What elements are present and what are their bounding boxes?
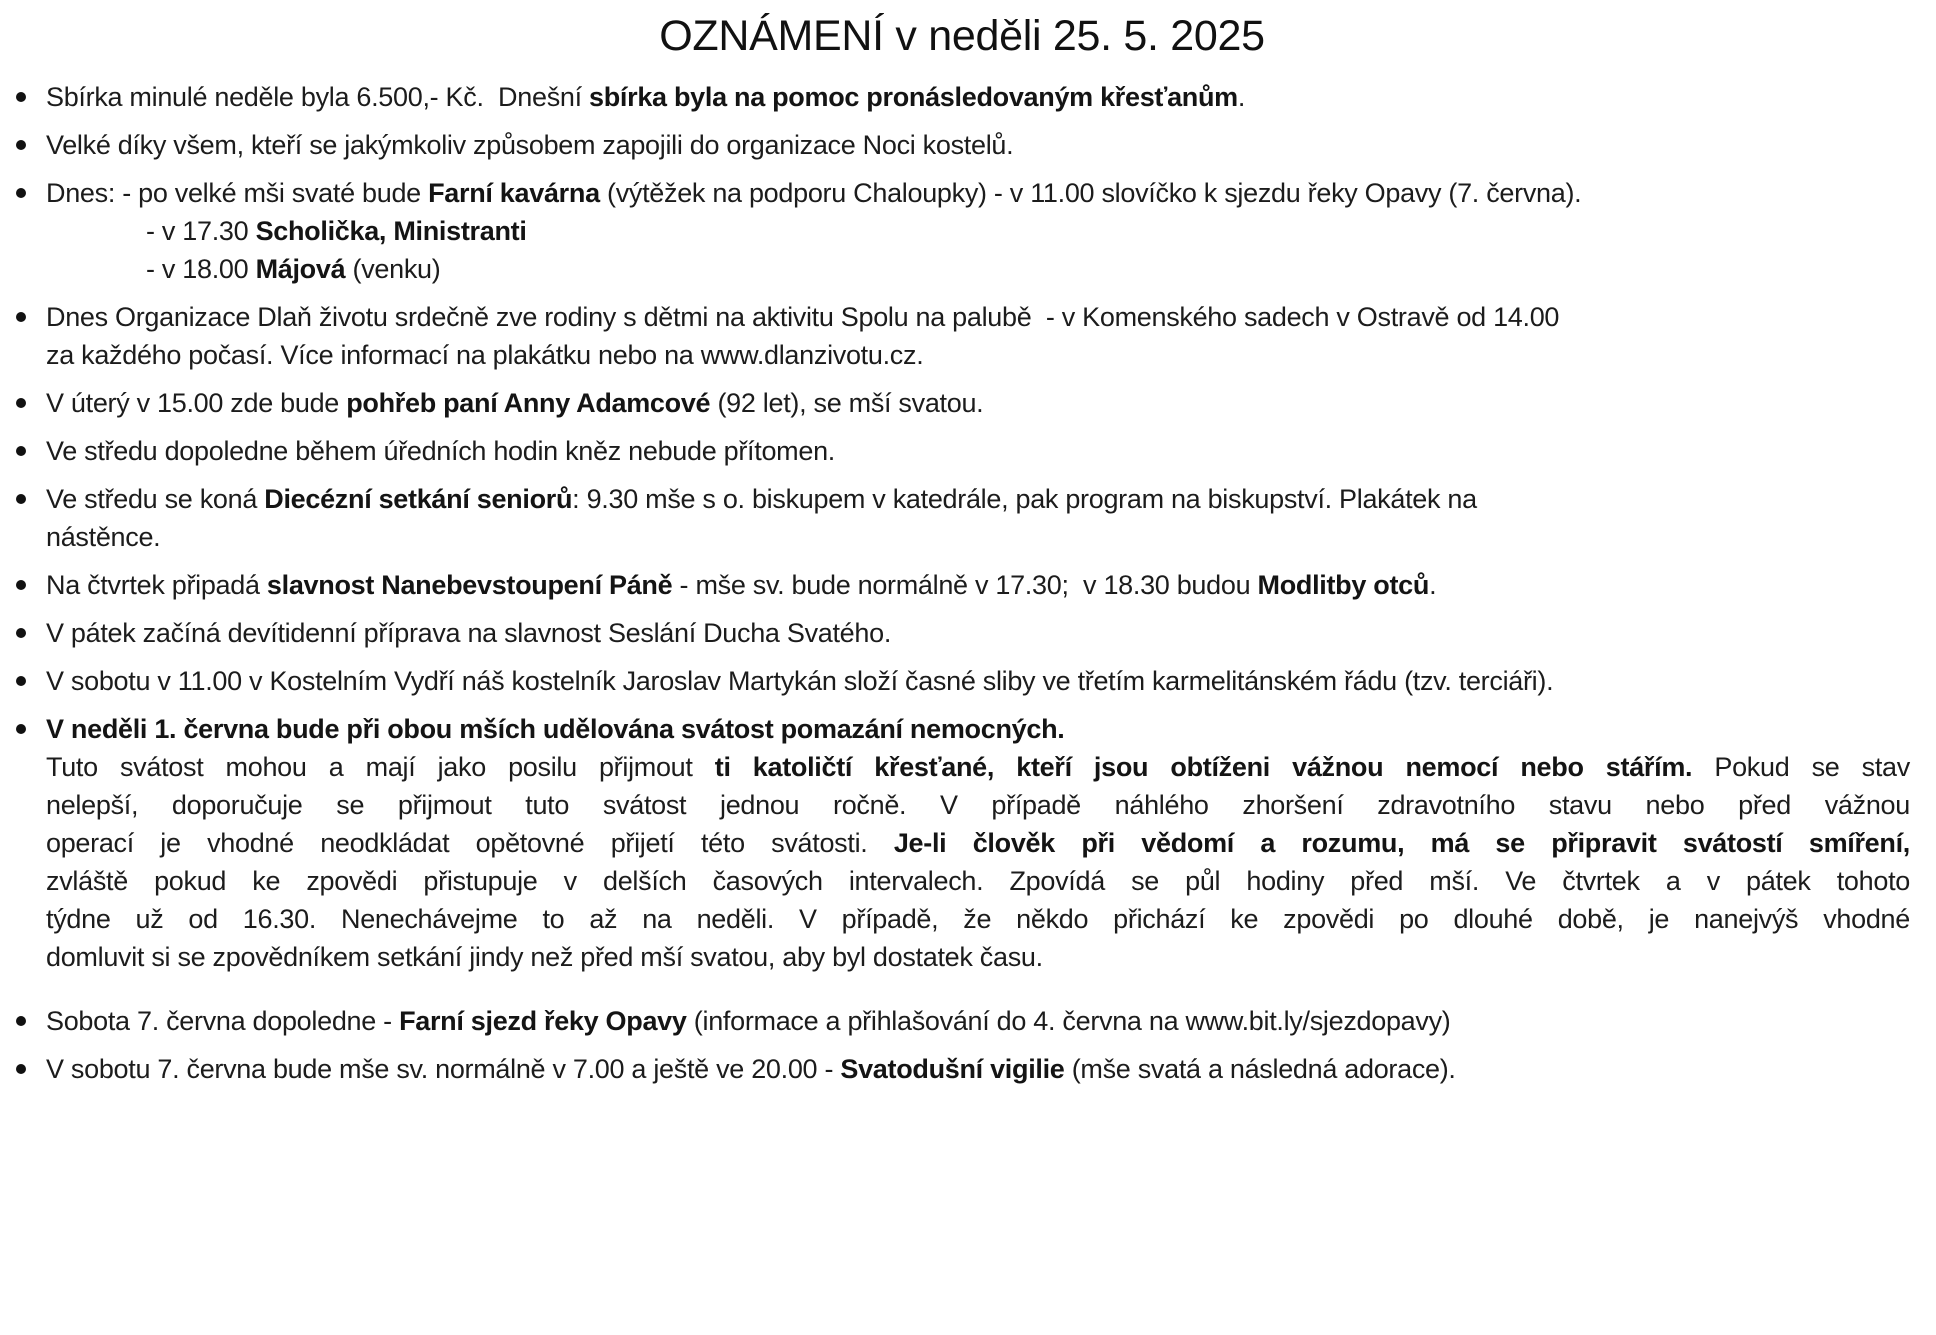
- announcement-item: [14, 480, 1910, 556]
- announcement-text: [46, 126, 1910, 164]
- text-line: [46, 614, 1910, 652]
- text-line: [46, 786, 1910, 824]
- bullet-icon: [16, 188, 26, 198]
- bullet-icon: [16, 1016, 26, 1026]
- announcement-text: [46, 384, 1910, 422]
- text-line: [46, 384, 1910, 422]
- text-line: [46, 480, 1910, 518]
- sub-line: [146, 250, 1910, 288]
- text-line: [46, 710, 1910, 748]
- text-segment: Velké díky všem, kteří se jakýmkoliv způsobem zapojili do organizace Noci kostelů.: [46, 130, 1014, 160]
- text-line: [46, 78, 1910, 116]
- text-segment: sbírka byla na pomoc pronásledovaným křesťanům: [589, 82, 1238, 112]
- bullet-icon: [16, 494, 26, 504]
- announcement-text: [46, 710, 1910, 976]
- bullet-icon: [16, 398, 26, 408]
- text-segment: V úterý v 15.00 zde bude: [46, 388, 347, 418]
- text-segment: Dnes: - po velké mši svaté bude: [46, 178, 429, 208]
- announcement-item: [14, 298, 1910, 374]
- text-line: [46, 126, 1910, 164]
- text-segment: - v 18.00: [146, 254, 256, 284]
- announcement-item: [14, 710, 1910, 976]
- text-segment: Modlitby otců: [1257, 570, 1430, 600]
- text-line: [46, 662, 1910, 700]
- announcement-item: [14, 1050, 1910, 1088]
- text-segment: (92 let), se mší svatou.: [710, 388, 984, 418]
- announcement-text: [46, 662, 1910, 700]
- text-segment: (výtěžek na podporu Chaloupky) - v 11.00 slovíčko k sjezdu řeky Opavy (7. června).: [599, 178, 1582, 208]
- bullet-icon: [16, 92, 26, 102]
- text-segment: V neděli 1. června bude při obou mších udělována svátost pomazání nemocných.: [46, 714, 1065, 744]
- text-segment: Farní sjezd řeky Opavy: [399, 1006, 687, 1036]
- bullet-icon: [16, 724, 26, 734]
- announcement-item: [14, 78, 1910, 116]
- text-line: [46, 518, 1910, 556]
- text-segment: Pokud se stav: [1692, 752, 1910, 782]
- text-segment: Ve středu dopoledne během úředních hodin kněz nebude přítomen.: [46, 436, 835, 466]
- announcement-text: [46, 480, 1910, 556]
- announcement-item: [14, 126, 1910, 164]
- announcement-item: [14, 614, 1910, 652]
- text-segment: Sobota 7. června dopoledne -: [46, 1006, 400, 1036]
- sub-line: [146, 212, 1910, 250]
- text-segment: - v 17.30: [146, 216, 256, 246]
- text-segment: Farní kavárna: [428, 178, 600, 208]
- text-line: [46, 748, 1910, 786]
- text-line: [46, 1050, 1910, 1088]
- announcement-text: [46, 1050, 1910, 1088]
- text-line: [46, 900, 1910, 938]
- text-line: [46, 938, 1910, 976]
- text-segment: Svatodušní vigilie: [840, 1054, 1065, 1084]
- page-title: OZNÁMENÍ v neděli 25. 5. 2025: [659, 12, 1265, 60]
- announcement-item: [14, 174, 1910, 288]
- text-segment: nelepší, doporučuje se přijmout tuto svátost jednou ročně. V případě náhlého zhoršení zdravotního stavu nebo před vážnou: [46, 790, 1910, 820]
- text-segment: Dnes Organizace Dlaň životu srdečně zve rodiny s dětmi na aktivitu Spolu na palubě - v Komenského sadech v Ostravě od 14.00: [46, 302, 1560, 332]
- text-segment: Ve středu se koná: [46, 484, 265, 514]
- bullet-icon: [16, 1064, 26, 1074]
- announcement-text: [46, 78, 1910, 116]
- text-segment: .: [1237, 82, 1246, 112]
- text-line: [46, 174, 1910, 212]
- text-segment: : 9.30 mše s o. biskupem v katedrále, pak program na biskupství. Plakátek na: [572, 484, 1477, 514]
- text-segment: pohřeb paní Anny Adamcové: [346, 388, 711, 418]
- text-segment: V sobotu v 11.00 v Kostelním Vydří náš kostelník Jaroslav Martykán složí časné sliby ve třetím karmelitánském řádu (tzv. terciáři).: [46, 666, 1554, 696]
- text-segment: V sobotu 7. června bude mše sv. normálně v 7.00 a ještě ve 20.00 -: [46, 1054, 841, 1084]
- text-segment: Tuto svátost mohou a mají jako posilu přijmout: [46, 752, 715, 782]
- announcement-item: [14, 662, 1910, 700]
- text-segment: operací je vhodné neodkládat opětovné přijetí této svátosti.: [46, 828, 894, 858]
- announcement-text: [46, 432, 1910, 470]
- announcement-item: [14, 566, 1910, 604]
- bullet-icon: [16, 676, 26, 686]
- announcement-item: [14, 384, 1910, 422]
- announcement-list: [14, 78, 1910, 1088]
- text-segment: (informace a přihlašování do 4. června na www.bit.ly/sjezdopavy): [686, 1006, 1451, 1036]
- announcement-text: [46, 174, 1910, 288]
- bullet-icon: [16, 628, 26, 638]
- text-segment: ti katoličtí křesťané, kteří jsou obtíženi vážnou nemocí nebo stářím.: [714, 752, 1693, 782]
- text-segment: domluvit si se zpovědníkem setkání jindy než před mší svatou, aby byl dostatek času.: [46, 942, 1043, 972]
- text-segment: Májová: [255, 254, 346, 284]
- text-line: [46, 824, 1910, 862]
- text-segment: (mše svatá a následná adorace).: [1064, 1054, 1456, 1084]
- text-line: [46, 566, 1910, 604]
- text-segment: nástěnce.: [46, 522, 161, 552]
- text-line: [46, 862, 1910, 900]
- bullet-icon: [16, 312, 26, 322]
- text-segment: Diecézní setkání seniorů: [264, 484, 573, 514]
- text-line: [46, 336, 1910, 374]
- text-line: [46, 298, 1910, 336]
- text-segment: Je-li člověk při vědomí a rozumu, má se připravit svátostí smíření,: [893, 828, 1910, 858]
- text-segment: (venku): [345, 254, 441, 284]
- text-line: [46, 432, 1910, 470]
- text-segment: za každého počasí. Více informací na plakátku nebo na www.dlanzivotu.cz.: [46, 340, 924, 370]
- announcement-text: [46, 1002, 1910, 1040]
- announcement-text: [46, 566, 1910, 604]
- announcement-text: [46, 614, 1910, 652]
- announcement-item: [14, 432, 1910, 470]
- text-segment: zvláště pokud ke zpovědi přistupuje v delších časových intervalech. Zpovídá se půl hodiny před mší. Ve čtvrtek a v pátek tohoto: [46, 866, 1910, 896]
- text-segment: týdne už od 16.30. Nenechávejme to až na neděli. V případě, že někdo přichází ke zpovědi po dlouhé době, je nanejvýš vhodné: [46, 904, 1910, 934]
- bullet-icon: [16, 140, 26, 150]
- announcement-text: [46, 298, 1910, 374]
- text-segment: .: [1429, 570, 1437, 600]
- text-segment: - mše sv. bude normálně v 17.30; v 18.30 budou: [672, 570, 1258, 600]
- text-segment: Sbírka minulé neděle byla 6.500,- Kč. Dnešní: [46, 82, 590, 112]
- text-segment: V pátek začíná devítidenní příprava na slavnost Seslání Ducha Svatého.: [46, 618, 892, 648]
- text-segment: Scholička, Ministranti: [255, 216, 527, 246]
- text-line: [46, 1002, 1910, 1040]
- bullet-icon: [16, 580, 26, 590]
- text-segment: slavnost Nanebevstoupení Páně: [266, 570, 673, 600]
- text-segment: Na čtvrtek připadá: [46, 570, 267, 600]
- announcement-item: [14, 1002, 1910, 1040]
- bullet-icon: [16, 446, 26, 456]
